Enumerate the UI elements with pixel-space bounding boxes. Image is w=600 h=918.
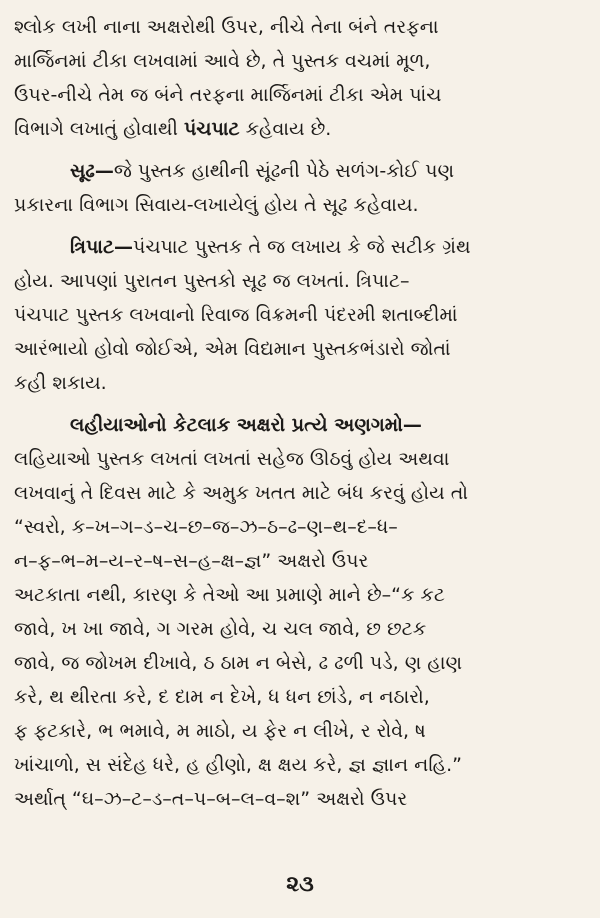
text-line: અટકાતા નથી, કારણ કે તેઓ આ પ્રમાણે માને છે–“ક કટ [14, 584, 445, 606]
term-sudh: સૂઢ— [70, 160, 114, 182]
text-run: વિભાગે લખાતું હોવાથી [14, 118, 184, 140]
text-line: કહી શકાય. [14, 372, 107, 394]
page-number: ૨૩ [286, 872, 314, 897]
text-line: ફ ફટકારે, ભ ભમાવે, મ માઠો, ય ફેર ન લીખે, ર રોવે, ષ [14, 720, 426, 742]
text-line: ન–ફ–ભ–મ–ય–ર–ષ–સ–હ–ક્ષ–જ્ઞ” અક્ષરો ઉપર [14, 550, 369, 572]
text-line: અર્થાત્ “ઘ–ઝ–ટ–ડ–ત–પ–બ–લ–વ–શ” અક્ષરો ઉપર [14, 788, 408, 810]
text-line: શ્લોક લખી નાના અક્ષરોથી ઉપર, નીચે તેના બંને તરફના [14, 16, 439, 38]
text-line: કરે, થ થીરતા કરે, દ દામ ન દેખે, ધ ધન છાંડે, ન નઠારો, [14, 686, 430, 708]
section-heading: લહીયાઓનો કેટલાક અક્ષરો પ્રત્યે અણગમો— [70, 414, 422, 436]
text-line: ઉપર-નીચે તેમ જ બંને તરફના માર્જિનમાં ટીકા એમ પાંચ [14, 84, 442, 106]
text-line: જાવે, જ જોખમ દીખાવે, ઠ ઠામ ન બેસે, ઢ ઢળી પડે, ણ હાણ [14, 652, 463, 674]
text-run: કહેવાય છે. [239, 118, 332, 140]
text-line: પંચપાટ પુસ્તક લખવાનો રિવાજ વિક્રમની પંદરમી શતાબ્દીમાં [14, 304, 458, 326]
paragraph-panchpat [14, 10, 586, 146]
text-run: પંચપાટ પુસ્તક તે જ લખાય કે જે સટીક ગ્રંથ [133, 236, 471, 258]
text-line: લખવાનું તે દિવસ માટે કે અમુક ખતત માટે બંધ કરવું હોય તો [14, 482, 469, 504]
text-line [14, 230, 586, 264]
text-line: જાવે, ખ ખા જાવે, ગ ગરમ હોવે, ચ ચલ જાવે, છ છટક [14, 618, 427, 640]
text-line: લહિયાઓ પુસ્તક લખતાં લખતાં સહેજ ઊઠવું હોય અથવા [14, 448, 450, 470]
text-line: “સ્વરો, ક–ખ–ગ–ડ–ચ–છ–જ–ઝ–ઠ–ઢ–ણ–થ–દ–ધ– [14, 516, 398, 538]
text-run: જે પુસ્તક હાથીની સૂંઢની પેઠે સળંગ-કોઈ પણ [113, 160, 455, 182]
paragraph-sudh [14, 154, 586, 222]
text-line: આરંભાયો હોવો જોઈએ, એમ વિદ્યમાન પુસ્તકભંડારો જોતાં [14, 338, 451, 360]
text-line [14, 154, 586, 188]
text-line: માર્જિનમાં ટીકા લખવામાં આવે છે, તે પુસ્તક વચમાં મૂળ, [14, 50, 431, 72]
term-tripat: ત્રિપાટ— [70, 236, 134, 258]
text-line: હોય. આપણાં પુરાતન પુસ્તકો સૂઢ જ લખતાં. ત્રિપાટ– [14, 270, 410, 292]
text-line: ખાંચાળો, સ સંદેહ ધરે, હ હીણો, ક્ષ ક્ષય કરે, જ્ઞ જ્ઞાન નહિ.” [14, 754, 463, 776]
term-panchpat: પંચપાટ [183, 118, 240, 140]
text-line [14, 112, 586, 146]
paragraph-tripat [14, 230, 586, 400]
paragraph-lahiya [14, 408, 586, 816]
text-line: પ્રકારના વિભાગ સિવાય-લખાયેલું હોય તે સૂઢ કહેવાય. [14, 194, 419, 216]
